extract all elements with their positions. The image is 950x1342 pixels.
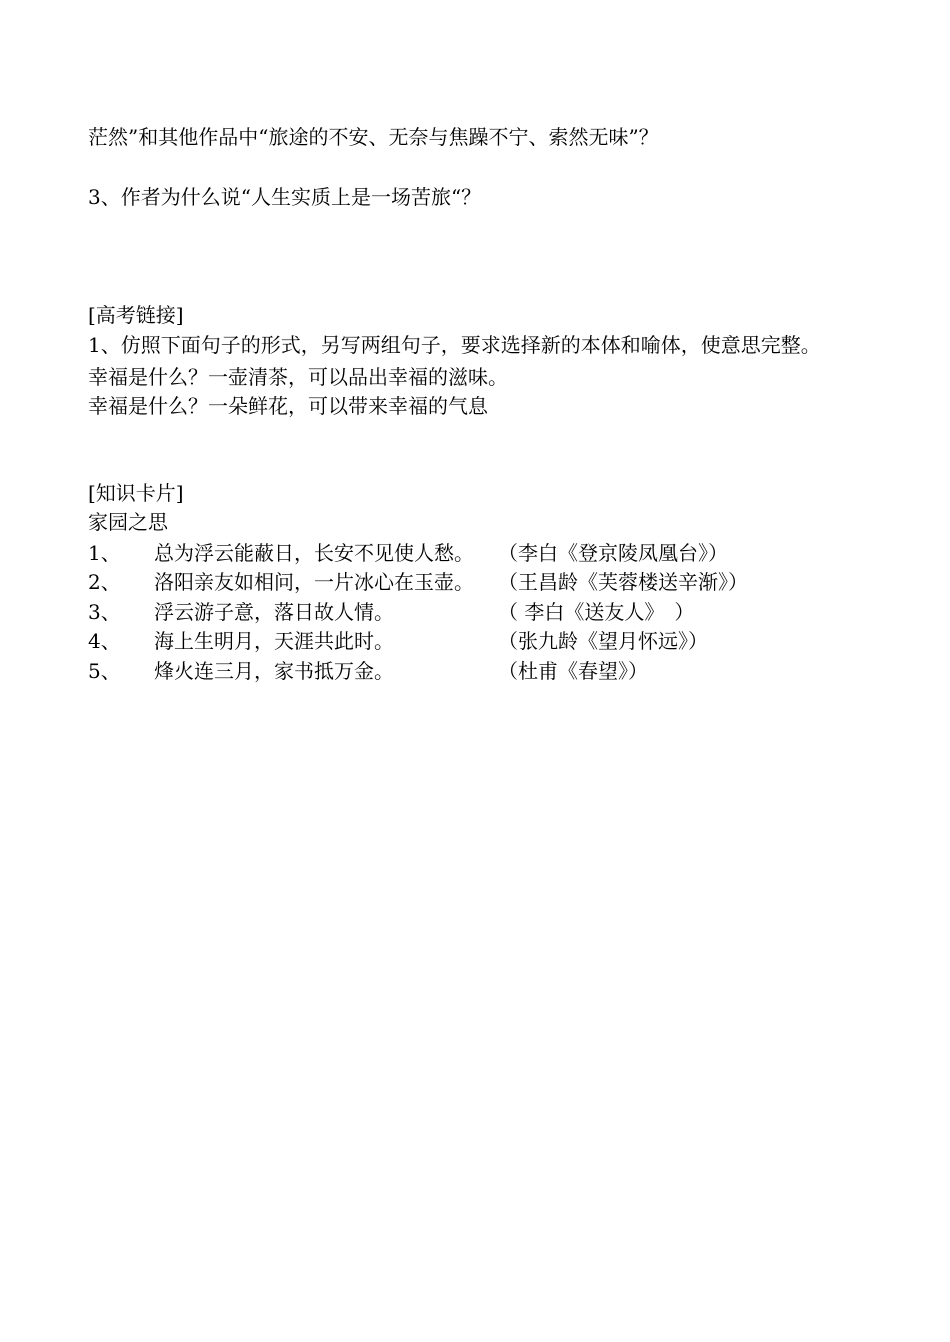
poem-source: （ 李白《送友人》 ） (498, 600, 695, 624)
gaokao-heading: [高考链接] (88, 303, 184, 327)
question-3-text: 3、作者为什么说“人生实质上是一场苦旅“？ (88, 185, 482, 209)
item-number: 1、 (88, 541, 121, 565)
poem-source: （王昌龄《芙蓉楼送辛渐》） (498, 570, 748, 594)
question-continuation-text: 茫然”和其他作品中“旅途的不安、无奈与焦躁不宁、索然无味”？ (88, 125, 659, 149)
poem-line: 浮云游子意，落日故人情。 (154, 600, 394, 624)
poem-line: 海上生明月，天涯共此时。 (154, 629, 394, 653)
gaokao-example-1: 幸福是什么？一壶清茶，可以品出幸福的滋味。 (88, 365, 508, 389)
knowledge-subtitle: 家园之思 (88, 510, 168, 534)
item-number: 4、 (88, 629, 121, 653)
poem-source: （张九龄《望月怀远》） (498, 629, 708, 653)
poem-line: 烽火连三月，家书抵万金。 (154, 659, 394, 683)
item-number: 5、 (88, 659, 121, 683)
gaokao-example-2: 幸福是什么？一朵鲜花，可以带来幸福的气息 (88, 394, 488, 418)
item-number: 2、 (88, 570, 121, 594)
poem-line: 洛阳亲友如相问，一片冰心在玉壶。 (154, 570, 474, 594)
item-number: 3、 (88, 600, 121, 624)
poem-source: （李白《登京陵凤凰台》） (498, 541, 728, 565)
knowledge-heading: [知识卡片] (88, 481, 184, 505)
gaokao-task-text: 1、仿照下面句子的形式，另写两组句子，要求选择新的本体和喻体，使意思完整。 (88, 333, 821, 357)
poem-line: 总为浮云能蔽日，长安不见使人愁。 (154, 541, 474, 565)
poem-source: （杜甫《春望》） (498, 659, 648, 683)
